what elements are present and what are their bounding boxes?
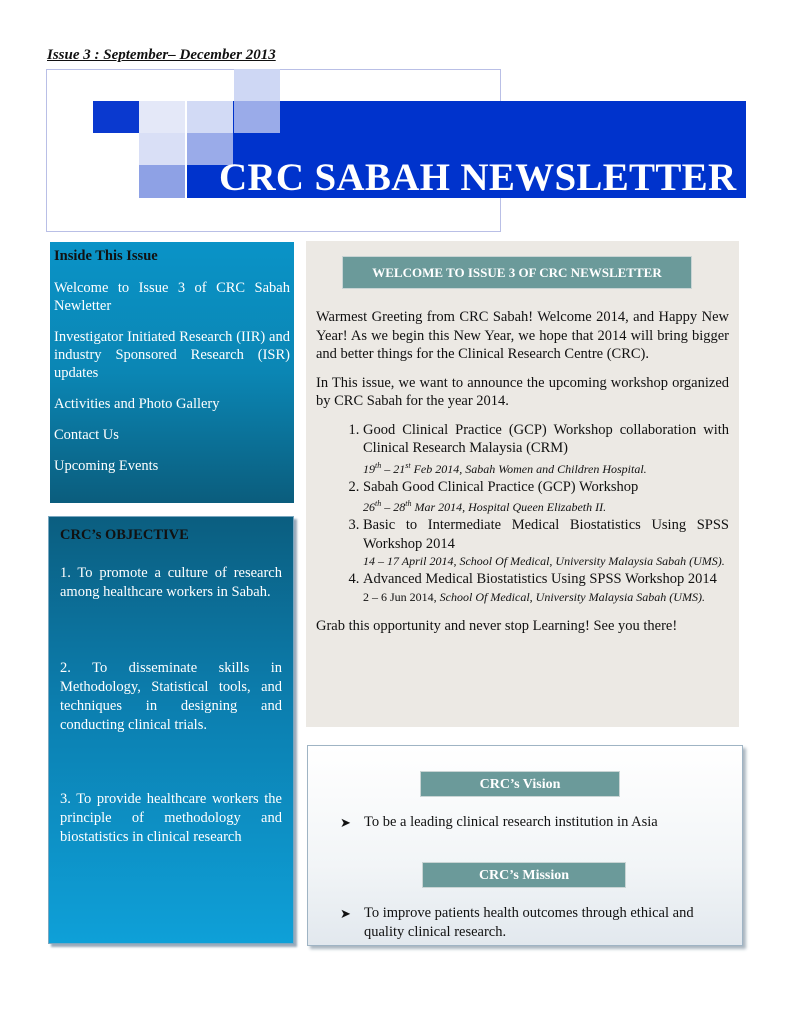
welcome-paragraph: In This issue, we want to announce the upcoming workshop organized by CRC Sabah for the year 2014. [316,374,729,409]
mission-text: To improve patients health outcomes through ethical and quality clinical research. [364,905,694,940]
vision-heading: CRC’s Vision [420,771,620,797]
welcome-paragraph: Warmest Greeting from CRC Sabah! Welcome 2014, and Happy New Year! As we begin this New Year, we hope that 2014 will bring bigger and better things for the Clinical Research Centre (CRC). [316,309,729,362]
inside-heading: Inside This Issue [54,248,158,264]
inside-item: Investigator Initiated Research (IIR) and industry Sponsored Research (ISR) updates [54,329,290,381]
issue-label: Issue 3 : September– December 2013 [47,47,276,63]
welcome-heading: WELCOME TO ISSUE 3 OF CRC NEWSLETTER [342,256,692,289]
arrow-bullet-icon: ➤ [340,815,351,830]
objective-item: 1. To promote a culture of research among healthcare workers in Sabah. [60,565,282,600]
welcome-body [316,308,729,645]
workshop-detail: 14 – 17 April 2014, School Of Medical, University Malaysia Sabah (UMS). [363,554,725,568]
inside-this-issue-box [50,242,294,503]
vision-mission-box [307,745,743,946]
mission-item [340,904,720,942]
inside-item: Upcoming Events [54,458,159,474]
objective-box [48,516,294,944]
workshop-item [363,516,729,569]
vision-text: To be a leading clinical research institution in Asia [364,814,658,830]
welcome-closing: Grab this opportunity and never stop Learning! See you there! [316,617,678,634]
workshop-detail: 26th – 28th Mar 2014, Hospital Queen Elizabeth II. [363,499,607,514]
workshop-detail: 19th – 21st Feb 2014, Sabah Women and Children Hospital. [363,460,647,476]
workshop-list [316,421,729,605]
arrow-bullet-icon: ➤ [340,906,351,921]
workshop-detail: 2 – 6 Jun 2014, School Of Medical, University Malaysia Sabah (UMS). [363,589,705,604]
workshop-title: Good Clinical Practice (GCP) Workshop collaboration with Clinical Research Malaysia (CRM) [363,421,729,456]
mission-heading: CRC’s Mission [422,862,626,888]
objective-heading: CRC’s OBJECTIVE [60,527,189,543]
objective-item: 2. To disseminate skills in Methodology, Statistical tools, and techniques in designing and conducting clinical trials. [60,660,282,733]
objective-item: 3. To provide healthcare workers the principle of methodology and biostatistics in clinical research [60,791,282,845]
workshop-title: Advanced Medical Biostatistics Using SPSS Workshop 2014 [363,571,717,587]
workshop-title: Basic to Intermediate Medical Biostatistics Using SPSS Workshop 2014 [363,517,729,552]
inside-item: Activities and Photo Gallery [54,396,220,412]
workshop-item [363,570,729,605]
inside-item: Contact Us [54,427,119,443]
vision-item [340,813,720,832]
workshop-item [363,478,729,516]
newsletter-title: CRC SABAH NEWSLETTER [219,156,737,199]
inside-item: Welcome to Issue 3 of CRC Sabah Newletter [54,280,290,314]
welcome-panel [306,241,739,727]
workshop-title: Sabah Good Clinical Practice (GCP) Workshop [363,478,639,495]
workshop-item [363,421,729,477]
